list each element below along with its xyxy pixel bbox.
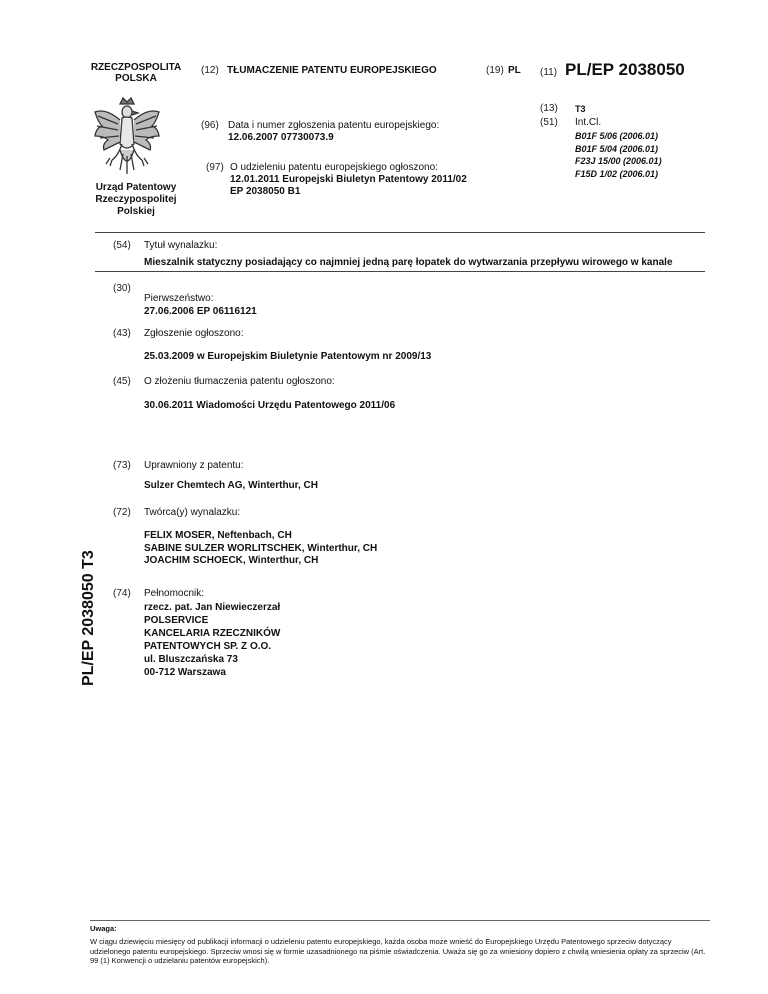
issuer-country: [86, 62, 186, 84]
inventor: FELIX MOSER, Neftenbach, CH: [144, 530, 292, 541]
grant-publication-label: O udzieleniu patentu europejskiego ogłoszono:: [230, 162, 438, 173]
vertical-patent-number: PL/EP 2038050 T3: [80, 550, 97, 686]
intcl-label: Int.Cl.: [575, 117, 602, 128]
inid-code-96: (96): [201, 120, 219, 131]
proprietor-value: Sulzer Chemtech AG, Winterthur, CH: [144, 480, 319, 491]
title-label: Tytuł wynalazku:: [144, 240, 218, 251]
inid-code-97: (97): [206, 162, 224, 173]
attorney-line: PATENTOWYCH SP. Z O.O.: [144, 641, 272, 652]
office-line1: Urząd Patentowy: [95, 182, 177, 193]
title-divider: [95, 271, 705, 272]
application-publication-label: Zgłoszenie ogłoszono:: [144, 328, 244, 339]
polish-eagle-emblem: [92, 96, 162, 178]
inid-code-73: (73): [113, 460, 131, 471]
inid-code-72: (72): [113, 507, 131, 518]
inid-code-45: (45): [113, 376, 131, 387]
inventor: SABINE SULZER WORLITSCHEK, Winterthur, CH: [144, 542, 378, 554]
inventors-list: [144, 530, 377, 568]
patent-office-name: [86, 182, 186, 218]
inid-code-30: (30): [113, 283, 131, 294]
inid-code-12: (12): [201, 65, 219, 76]
inventor: JOACHIM SCHOECK, Winterthur, CH: [144, 555, 319, 566]
ipc-class: B01F 5/06 (2006.01): [575, 131, 659, 141]
translation-publication-label: O złożeniu tłumaczenia patentu ogłoszono:: [144, 376, 335, 387]
kind-code: T3: [575, 104, 586, 114]
inid-code-51: (51): [540, 117, 558, 128]
application-value: 12.06.2007 07730073.9: [228, 132, 334, 143]
note-title: Uwaga:: [90, 924, 117, 933]
inid-code-13: (13): [540, 103, 558, 114]
inid-code-54: (54): [113, 240, 131, 251]
inventors-label: Twórca(y) wynalazku:: [144, 507, 241, 518]
application-publication-value: 25.03.2009 w Europejskim Biuletynie Patentowym nr 2009/13: [144, 351, 432, 362]
proprietor-label: Uprawniony z patentu:: [144, 460, 244, 471]
office-line2: Rzeczypospolitej: [95, 194, 177, 205]
country-code: PL: [508, 65, 521, 76]
priority-label: Pierwszeństwo:: [144, 293, 214, 304]
attorney-line: POLSERVICE: [144, 615, 209, 626]
inid-code-19: (19): [486, 65, 504, 76]
inid-code-43: (43): [113, 328, 131, 339]
ipc-class: F23J 15/00 (2006.01): [575, 156, 662, 166]
inid-code-11: (11): [540, 67, 558, 78]
header-divider: [95, 232, 705, 233]
document-type: TŁUMACZENIE PATENTU EUROPEJSKIEGO: [227, 65, 437, 76]
office-line3: Polskiej: [117, 206, 155, 217]
attorney-label: Pełnomocnik:: [144, 588, 205, 599]
inid-code-74: (74): [113, 588, 131, 599]
grant-publication-value: 12.01.2011 Europejski Biuletyn Patentowy 2011/02: [230, 174, 467, 185]
attorney-line: 00-712 Warszawa: [144, 667, 226, 678]
footer-divider: [90, 920, 710, 921]
attorney-line: rzecz. pat. Jan Niewieczerzał: [144, 602, 281, 613]
issuer-country-line2: POLSKA: [115, 73, 157, 84]
application-label: Data i numer zgłoszenia patentu europejskiego:: [228, 120, 440, 131]
attorney-line: ul. Bluszczańska 73: [144, 654, 238, 665]
ipc-classification-list: [575, 130, 662, 180]
note-text: W ciągu dziewięciu miesięcy od publikacji informacji o udzieleniu patentu europejskiego, każda osoba może wnieść do Europejskiego Urzędu Patentowego sprzeciw dotyczący udzielonego patentu europejskiego. Sprzeciw wnosi się w formie uzasadnionego na piśmie oświadczenia. Uważa się go za wniesiony dopiero z chwilą wniesienia opłaty za sprzeciw (Art. 99 (1) Konwencji o udzielaniu patentów europejskich).: [90, 937, 706, 965]
invention-title: Mieszalnik statyczny posiadający co najmniej jedną parę łopatek do wytwarzania przepływu wirowego w kanale: [144, 257, 673, 268]
attorney-line: KANCELARIA RZECZNIKÓW: [144, 628, 281, 639]
ipc-class: F15D 1/02 (2006.01): [575, 168, 659, 179]
grant-publication-number: EP 2038050 B1: [230, 186, 301, 197]
patent-number: PL/EP 2038050: [565, 60, 685, 79]
translation-publication-value: 30.06.2011 Wiadomości Urzędu Patentowego 2011/06: [144, 400, 396, 411]
attorney-block: [144, 601, 280, 679]
ipc-class: B01F 5/04 (2006.01): [575, 143, 659, 154]
priority-value: 27.06.2006 EP 06116121: [144, 306, 257, 317]
issuer-country-line1: RZECZPOSPOLITA: [90, 62, 182, 73]
